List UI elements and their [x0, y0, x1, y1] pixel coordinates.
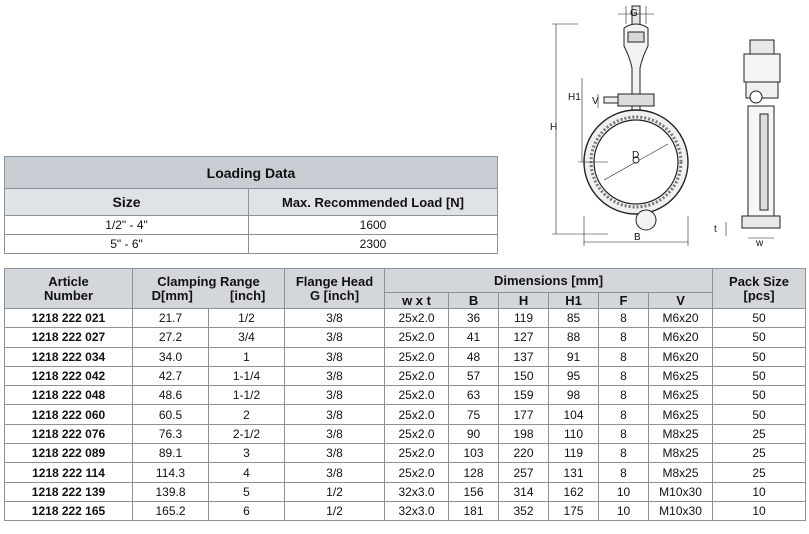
loading-data-table — [4, 156, 498, 254]
diameter-inch-cell: 1-1/2 — [209, 386, 285, 405]
v-cell: M8x25 — [649, 463, 713, 482]
v-cell: M10x30 — [649, 482, 713, 501]
h1-cell: 91 — [549, 347, 599, 366]
wxt-cell: 25x2.0 — [385, 366, 449, 385]
max-load-header: Max. Recommended Load [N] — [249, 189, 498, 216]
table-row — [5, 405, 806, 424]
wxt-cell: 25x2.0 — [385, 309, 449, 328]
table-row — [5, 216, 498, 235]
h1-cell: 131 — [549, 463, 599, 482]
h1-cell: 104 — [549, 405, 599, 424]
v-cell: M6x20 — [649, 309, 713, 328]
h1-cell: 119 — [549, 444, 599, 463]
v-cell: M6x20 — [649, 347, 713, 366]
b-cell: 57 — [449, 366, 499, 385]
h1-header: H1 — [549, 293, 599, 309]
h1-cell: 110 — [549, 424, 599, 443]
b-cell: 128 — [449, 463, 499, 482]
table-row — [5, 328, 806, 347]
diameter-mm-cell: 89.1 — [133, 444, 209, 463]
f-cell: 8 — [599, 366, 649, 385]
h-cell: 159 — [499, 386, 549, 405]
table-row — [5, 482, 806, 501]
table-row — [5, 501, 806, 520]
pack-size-cell: 50 — [713, 347, 806, 366]
diameter-inch-cell: 6 — [209, 501, 285, 520]
dimensions-header: Dimensions [mm] — [385, 269, 713, 293]
v-cell: M6x20 — [649, 328, 713, 347]
diameter-mm-cell: 27.2 — [133, 328, 209, 347]
label-b: B — [634, 232, 641, 243]
h-cell: 352 — [499, 501, 549, 520]
article-number-cell: 1218 222 021 — [5, 309, 133, 328]
h1-cell: 162 — [549, 482, 599, 501]
label-t: t — [714, 224, 717, 235]
article-number-header: Article Number — [5, 269, 133, 309]
pack-size-cell: 50 — [713, 309, 806, 328]
v-header: V — [649, 293, 713, 309]
article-number-cell: 1218 222 048 — [5, 386, 133, 405]
wxt-cell: 32x3.0 — [385, 482, 449, 501]
b-cell: 36 — [449, 309, 499, 328]
load-cell: 2300 — [249, 235, 498, 254]
f-cell: 8 — [599, 444, 649, 463]
size-cell: 1/2" - 4" — [5, 216, 249, 235]
diameter-inch-cell: 5 — [209, 482, 285, 501]
diameter-inch-cell: 3 — [209, 444, 285, 463]
label-g: G — [630, 8, 638, 19]
size-cell: 5" - 6" — [5, 235, 249, 254]
table-row — [5, 463, 806, 482]
diameter-inch-cell: 2-1/2 — [209, 424, 285, 443]
diameter-mm-cell: 114.3 — [133, 463, 209, 482]
f-cell: 8 — [599, 405, 649, 424]
diameter-mm-cell: 48.6 — [133, 386, 209, 405]
flange-head-cell: 3/8 — [285, 386, 385, 405]
article-number-cell: 1218 222 027 — [5, 328, 133, 347]
label-w: w — [756, 238, 764, 249]
product-spec-table — [4, 268, 806, 521]
load-cell: 1600 — [249, 216, 498, 235]
label-h: H — [550, 122, 558, 133]
flange-head-cell: 1/2 — [285, 501, 385, 520]
f-cell: 8 — [599, 309, 649, 328]
flange-head-header: Flange Head G [inch] — [285, 269, 385, 309]
pack-size-cell: 25 — [713, 444, 806, 463]
h-cell: 220 — [499, 444, 549, 463]
h-cell: 177 — [499, 405, 549, 424]
pack-size-cell: 50 — [713, 405, 806, 424]
article-number-cell: 1218 222 076 — [5, 424, 133, 443]
b-cell: 156 — [449, 482, 499, 501]
wxt-cell: 25x2.0 — [385, 405, 449, 424]
f-header: F — [599, 293, 649, 309]
diameter-mm-cell: 139.8 — [133, 482, 209, 501]
h1-cell: 98 — [549, 386, 599, 405]
h-cell: 137 — [499, 347, 549, 366]
flange-head-cell: 3/8 — [285, 309, 385, 328]
wxt-cell: 25x2.0 — [385, 463, 449, 482]
pack-size-cell: 50 — [713, 366, 806, 385]
wxt-cell: 25x2.0 — [385, 328, 449, 347]
wxt-header: w x t — [385, 293, 449, 309]
pack-size-cell: 50 — [713, 386, 806, 405]
diameter-mm-cell: 42.7 — [133, 366, 209, 385]
f-cell: 8 — [599, 347, 649, 366]
f-cell: 8 — [599, 424, 649, 443]
article-number-cell: 1218 222 089 — [5, 444, 133, 463]
flange-head-cell: 3/8 — [285, 366, 385, 385]
h1-cell: 85 — [549, 309, 599, 328]
f-cell: 10 — [599, 482, 649, 501]
article-number-cell: 1218 222 042 — [5, 366, 133, 385]
h-cell: 127 — [499, 328, 549, 347]
diameter-inch-cell: 3/4 — [209, 328, 285, 347]
flange-head-cell: 3/8 — [285, 347, 385, 366]
diameter-inch-cell: 2 — [209, 405, 285, 424]
table-row — [5, 366, 806, 385]
h-header: H — [499, 293, 549, 309]
pack-size-cell: 10 — [713, 501, 806, 520]
article-number-cell: 1218 222 165 — [5, 501, 133, 520]
b-cell: 75 — [449, 405, 499, 424]
pack-size-cell: 25 — [713, 463, 806, 482]
pack-size-header: Pack Size [pcs] — [713, 269, 806, 309]
pack-size-cell: 50 — [713, 328, 806, 347]
b-cell: 41 — [449, 328, 499, 347]
b-cell: 181 — [449, 501, 499, 520]
table-row — [5, 309, 806, 328]
pack-size-cell: 10 — [713, 482, 806, 501]
v-cell: M8x25 — [649, 424, 713, 443]
h-cell: 150 — [499, 366, 549, 385]
b-cell: 48 — [449, 347, 499, 366]
flange-head-cell: 3/8 — [285, 328, 385, 347]
article-number-cell: 1218 222 034 — [5, 347, 133, 366]
h-cell: 198 — [499, 424, 549, 443]
v-cell: M10x30 — [649, 501, 713, 520]
label-d: D — [632, 150, 640, 161]
wxt-cell: 25x2.0 — [385, 386, 449, 405]
diameter-mm-cell: 21.7 — [133, 309, 209, 328]
diameter-mm-cell: 60.5 — [133, 405, 209, 424]
f-cell: 8 — [599, 463, 649, 482]
wxt-cell: 25x2.0 — [385, 424, 449, 443]
diameter-mm-cell: 34.0 — [133, 347, 209, 366]
diameter-inch-cell: 1-1/4 — [209, 366, 285, 385]
diameter-mm-cell: 165.2 — [133, 501, 209, 520]
table-row — [5, 424, 806, 443]
b-header: B — [449, 293, 499, 309]
table-row — [5, 386, 806, 405]
v-cell: M8x25 — [649, 444, 713, 463]
table-row — [5, 235, 498, 254]
v-cell: M6x25 — [649, 405, 713, 424]
label-v: V — [592, 96, 599, 107]
pack-size-cell: 25 — [713, 424, 806, 443]
wxt-cell: 32x3.0 — [385, 501, 449, 520]
size-header: Size — [5, 189, 249, 216]
flange-head-cell: 1/2 — [285, 482, 385, 501]
wxt-cell: 25x2.0 — [385, 444, 449, 463]
f-cell: 10 — [599, 501, 649, 520]
h1-cell: 95 — [549, 366, 599, 385]
v-cell: M6x25 — [649, 366, 713, 385]
wxt-cell: 25x2.0 — [385, 347, 449, 366]
flange-head-cell: 3/8 — [285, 463, 385, 482]
article-number-cell: 1218 222 139 — [5, 482, 133, 501]
diameter-inch-cell: 4 — [209, 463, 285, 482]
h-cell: 314 — [499, 482, 549, 501]
h1-cell: 88 — [549, 328, 599, 347]
flange-head-cell: 3/8 — [285, 444, 385, 463]
clamp-technical-drawing — [548, 2, 809, 254]
h-cell: 257 — [499, 463, 549, 482]
v-cell: M6x25 — [649, 386, 713, 405]
table-row — [5, 444, 806, 463]
article-number-cell: 1218 222 060 — [5, 405, 133, 424]
clamping-range-header: Clamping Range D[mm] [inch] — [133, 269, 285, 309]
diameter-mm-cell: 76.3 — [133, 424, 209, 443]
label-h1: H1 — [568, 92, 581, 103]
b-cell: 90 — [449, 424, 499, 443]
h-cell: 119 — [499, 309, 549, 328]
table-row — [5, 347, 806, 366]
b-cell: 63 — [449, 386, 499, 405]
diameter-inch-cell: 1/2 — [209, 309, 285, 328]
article-number-cell: 1218 222 114 — [5, 463, 133, 482]
flange-head-cell: 3/8 — [285, 424, 385, 443]
b-cell: 103 — [449, 444, 499, 463]
flange-head-cell: 3/8 — [285, 405, 385, 424]
f-cell: 8 — [599, 328, 649, 347]
loading-data-title: Loading Data — [5, 157, 498, 189]
h1-cell: 175 — [549, 501, 599, 520]
f-cell: 8 — [599, 386, 649, 405]
diameter-inch-cell: 1 — [209, 347, 285, 366]
